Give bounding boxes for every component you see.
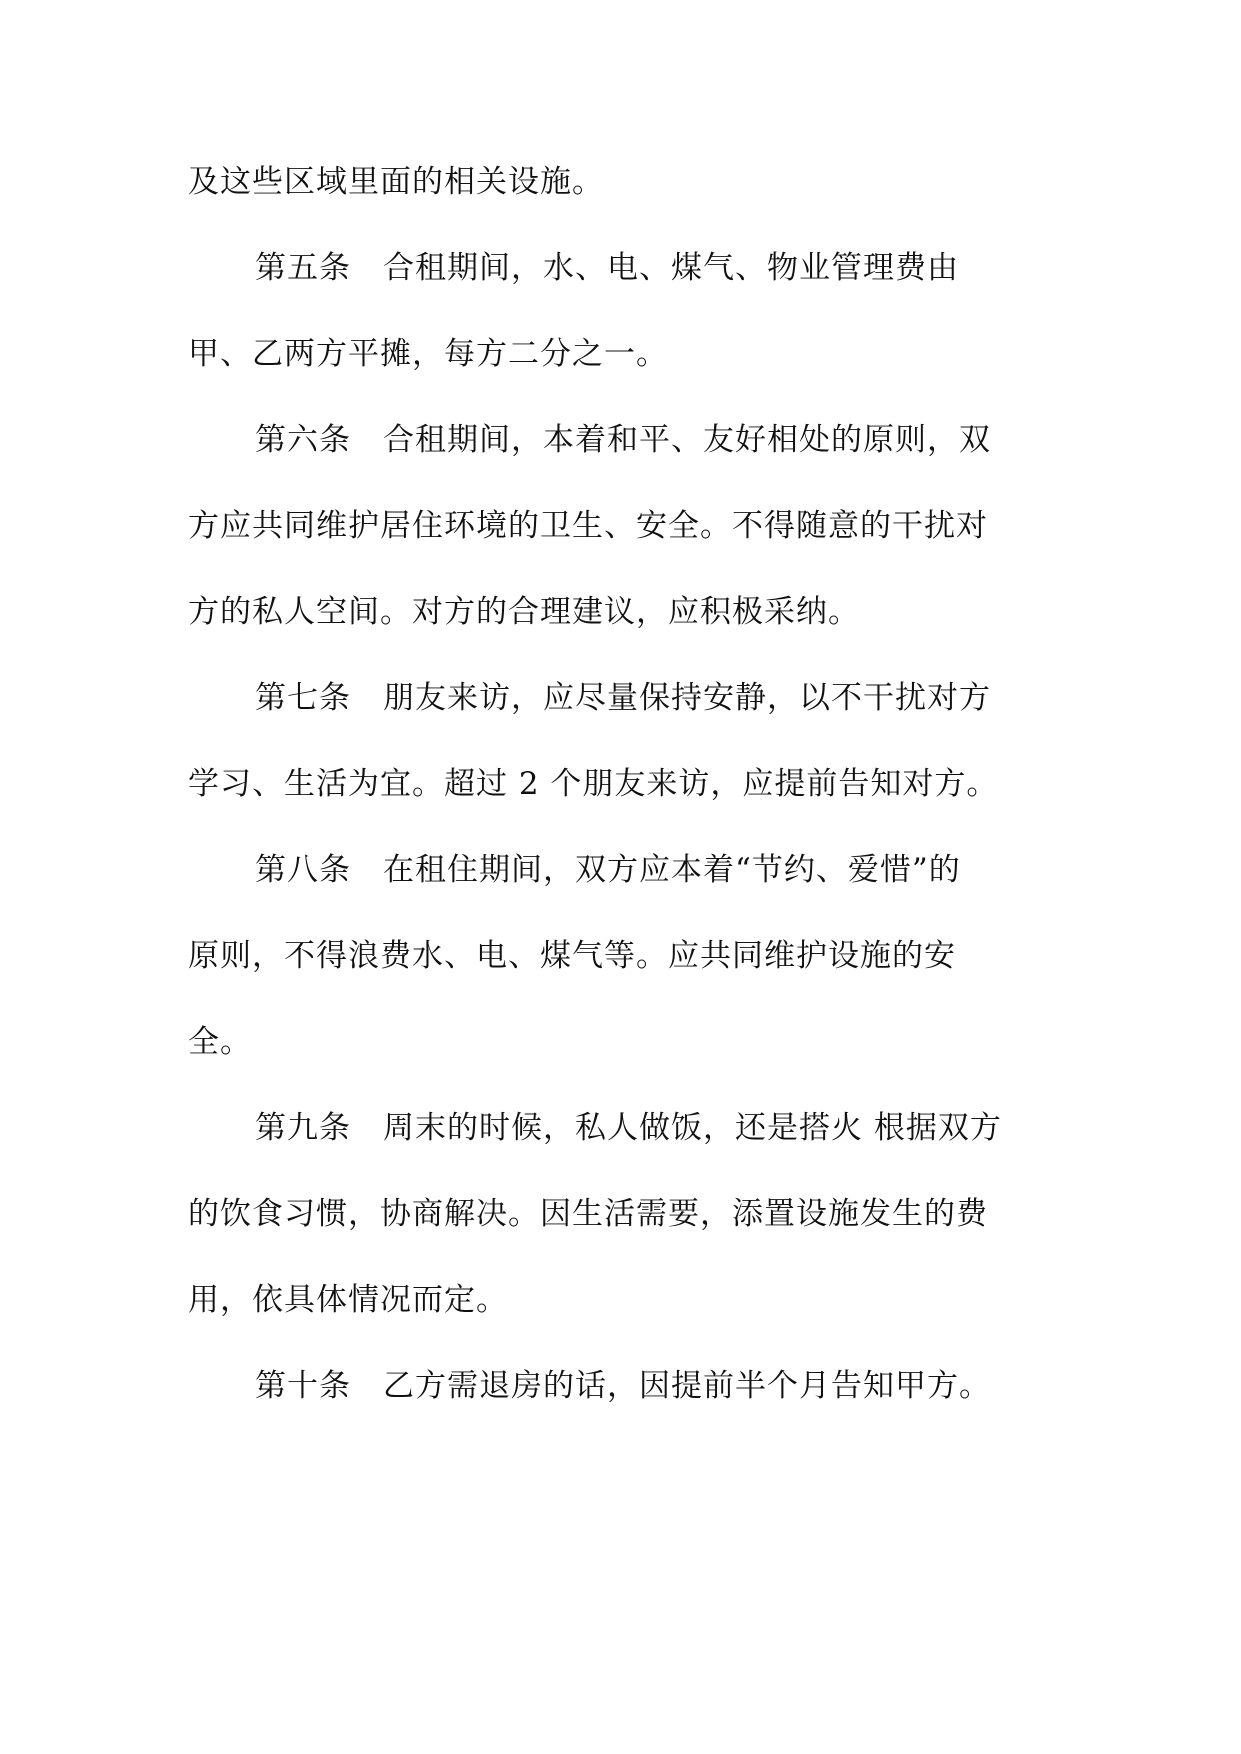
paragraph-line: 的饮食习惯，协商解决。因生活需要，添置设施发生的费 (188, 1196, 988, 1232)
paragraph-line: 甲、乙两方平摊，每方二分之一。 (188, 336, 668, 372)
article-8-line: 第八条 在租住期间，双方应本着“节约、爱惜”的 (255, 852, 961, 888)
article-6-line: 第六条 合租期间，本着和平、友好相处的原则，双 (255, 422, 991, 458)
article-9-line: 第九条 周末的时候，私人做饭，还是搭火 根据双方 (255, 1110, 1002, 1146)
paragraph-line: 用，依具体情况而定。 (188, 1282, 508, 1318)
article-10-line: 第十条 乙方需退房的话，因提前半个月告知甲方。 (255, 1368, 991, 1404)
paragraph-line: 方的私人空间。对方的合理建议，应积极采纳。 (188, 594, 860, 630)
paragraph-line: 方应共同维护居住环境的卫生、安全。不得随意的干扰对 (188, 508, 988, 544)
paragraph-line: 及这些区域里面的相关设施。 (188, 164, 604, 200)
paragraph-line: 全。 (188, 1024, 252, 1060)
paragraph-line: 学习、生活为宜。超过 2 个朋友来访，应提前告知对方。 (188, 766, 999, 802)
article-7-line: 第七条 朋友来访，应尽量保持安静，以不干扰对方 (255, 680, 991, 716)
article-5-line: 第五条 合租期间，水、电、煤气、物业管理费由 (255, 250, 959, 286)
paragraph-line: 原则，不得浪费水、电、煤气等。应共同维护设施的安 (188, 938, 956, 974)
